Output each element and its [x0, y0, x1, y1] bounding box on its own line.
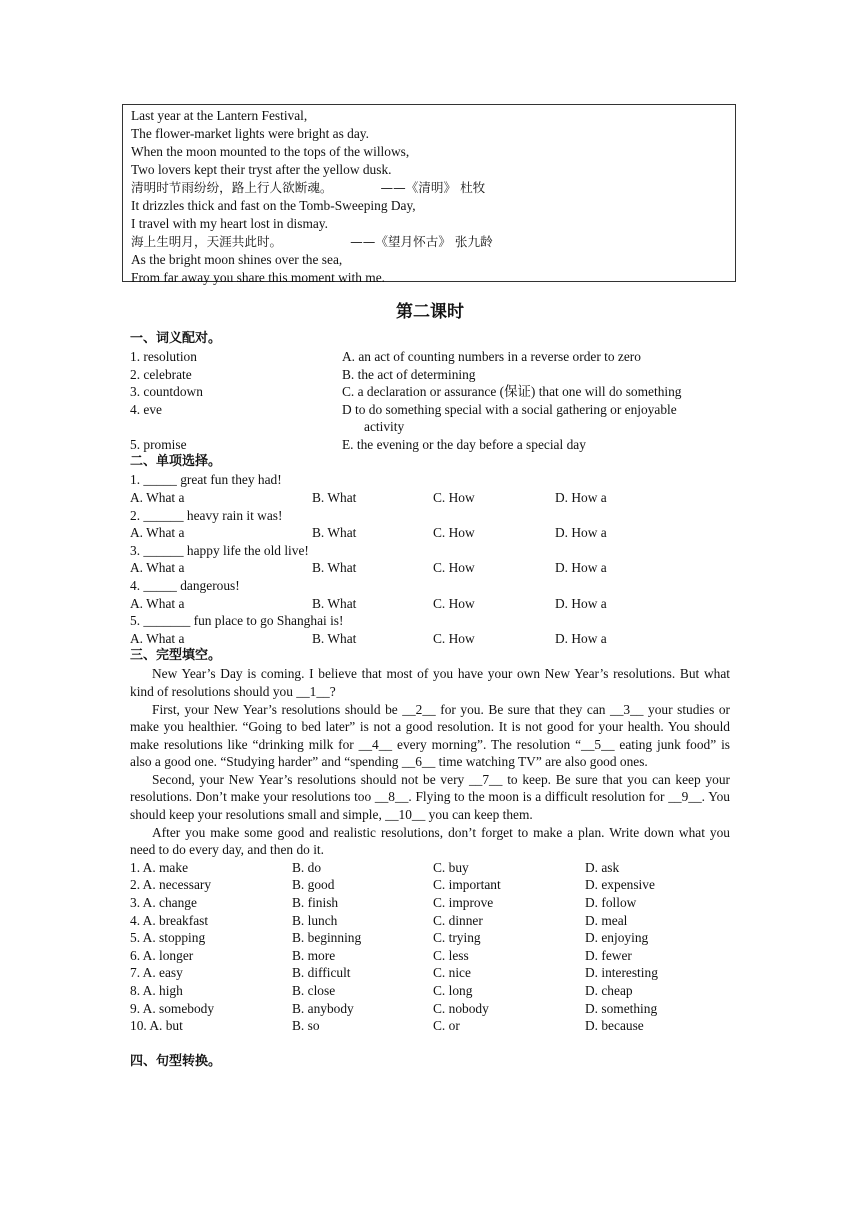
matching-row — [130, 366, 730, 384]
cloze-option-row — [130, 929, 730, 947]
option: C. dinner — [433, 912, 483, 928]
option: D. ask — [585, 859, 620, 875]
matching-row — [130, 383, 730, 401]
option: 4. A. breakfast — [130, 912, 209, 928]
option: D. follow — [585, 895, 637, 911]
poem-line — [131, 179, 735, 197]
matching-word: 5. promise — [130, 436, 187, 452]
lesson-title: 第二课时 — [396, 302, 464, 322]
cloze-options-list — [130, 859, 730, 1035]
question-options — [130, 595, 730, 613]
option: 7. A. easy — [130, 965, 183, 981]
question-options — [130, 559, 730, 577]
option: C. nobody — [433, 1000, 489, 1016]
option: 8. A. high — [130, 983, 183, 998]
cloze-option-row — [130, 964, 730, 982]
option: B. more — [292, 947, 336, 963]
option: C. important — [433, 877, 501, 893]
matching-definition: D to do something special with a social gathering or enjoyable — [342, 401, 677, 417]
section-heading-cloze: 三、完型填空。 — [130, 648, 222, 664]
option: C. trying — [433, 930, 481, 946]
poem-text: From far away you share this moment with me. — [131, 270, 385, 285]
option: D. fewer — [585, 947, 632, 963]
option: C. long — [433, 983, 473, 998]
option: B. What — [312, 560, 357, 576]
option: C. nice — [433, 965, 471, 981]
poem-line — [131, 143, 735, 161]
option: B. finish — [292, 895, 339, 911]
matching-row — [130, 348, 730, 366]
option: 9. A. somebody — [130, 1000, 215, 1016]
option: D. something — [585, 1000, 658, 1016]
section-heading-choice: 二、单项选择。 — [130, 454, 222, 470]
option: C. How — [433, 560, 475, 576]
question-options — [130, 489, 730, 507]
option: D. How a — [555, 595, 607, 611]
option: D. because — [585, 1018, 644, 1034]
poem-text: It drizzles thick and fast on the Tomb-Sweeping Day, — [131, 198, 416, 213]
matching-definition: A. an act of counting numbers in a reverse order to zero — [342, 349, 641, 364]
question-stem: 3. ______ happy life the old live! — [130, 542, 309, 558]
option: 6. A. longer — [130, 947, 194, 963]
poem-text: 清明时节雨纷纷，路上行人欲断魂。 — [131, 180, 333, 195]
option: D. How a — [555, 489, 607, 505]
option: C. How — [433, 525, 475, 541]
option: B. good — [292, 877, 335, 893]
option: B. What — [312, 630, 357, 646]
matching-word: 4. eve — [130, 401, 162, 417]
option: B. What — [312, 525, 357, 541]
cloze-option-row — [130, 1017, 730, 1035]
poem-source: ——《望月怀古》 张九龄 — [350, 234, 493, 249]
poem-source: ——《清明》 杜牧 — [380, 180, 486, 195]
option: B. anybody — [292, 1000, 354, 1016]
cloze-paragraph: Second, your New Year’s resolutions should not be very __7__ to keep. Be sure that you can keep your resolutions. Don’t make your resolutions too __8__. Flying to the moon is a difficult resolution for __9__. You should keep your resolutions small and simple, __10__ you can keep them. — [130, 771, 730, 823]
question-stem: 4. _____ dangerous! — [130, 577, 240, 593]
question-options — [130, 524, 730, 542]
cloze-option-row — [130, 1000, 730, 1018]
poem-text: Two lovers kept their tryst after the yellow dusk. — [131, 162, 392, 177]
multiple-choice-list — [130, 471, 730, 647]
option: C. improve — [433, 895, 494, 911]
option: D. enjoying — [585, 930, 649, 946]
matching-row — [130, 436, 730, 454]
option: C. or — [433, 1018, 460, 1034]
poem-line — [131, 233, 735, 251]
option: 1. A. make — [130, 859, 189, 875]
section-heading-matching: 一、词义配对。 — [130, 331, 222, 346]
poem-text: As the bright moon shines over the sea, — [131, 252, 343, 267]
poem-text: 海上生明月，天涯共此时。 — [131, 234, 283, 249]
matching-definition: E. the evening or the day before a special day — [342, 436, 586, 452]
option: 5. A. stopping — [130, 930, 206, 946]
cloze-paragraph: After you make some good and realistic resolutions, don’t forget to make a plan. Write down what you need to do every day, and then do it. — [130, 824, 730, 858]
option: 10. A. but — [130, 1018, 183, 1034]
option: A. What a — [130, 630, 185, 646]
option: B. lunch — [292, 912, 338, 928]
cloze-option-row — [130, 912, 730, 930]
option: B. so — [292, 1018, 320, 1034]
worksheet-content — [130, 330, 730, 1071]
question-stem: 5. _______ fun place to go Shanghai is! — [130, 613, 344, 629]
cloze-option-row — [130, 947, 730, 965]
poem-text: I travel with my heart lost in dismay. — [131, 216, 328, 231]
poem-line — [131, 251, 735, 269]
option: B. What — [312, 595, 357, 611]
option: A. What a — [130, 525, 185, 541]
matching-word: 1. resolution — [130, 349, 197, 364]
option: C. How — [433, 595, 475, 611]
option: A. What a — [130, 595, 185, 611]
option: 3. A. change — [130, 895, 197, 911]
matching-word: 2. celebrate — [130, 366, 192, 382]
poem-text: Last year at the Lantern Festival, — [131, 108, 308, 123]
option: C. How — [433, 630, 475, 646]
cloze-paragraph: New Year’s Day is coming. I believe that most of you have your own New Year’s resolutions. But what kind of resolutions should you __1__? — [130, 666, 730, 699]
option: 2. A. necessary — [130, 877, 212, 893]
option: D. How a — [555, 630, 607, 646]
cloze-option-row — [130, 876, 730, 894]
option: D. How a — [555, 525, 607, 541]
option: A. What a — [130, 489, 185, 505]
matching-definition: C. a declaration or assurance (保证) that one will do something — [342, 384, 682, 400]
poem-line — [131, 107, 735, 125]
option: B. difficult — [292, 965, 351, 981]
option: D. cheap — [585, 983, 633, 998]
question-stem: 1. _____ great fun they had! — [130, 472, 282, 488]
matching-row — [130, 401, 730, 436]
option: D. How a — [555, 560, 607, 576]
poem-line — [131, 269, 735, 287]
option: B. do — [292, 859, 322, 875]
option: D. expensive — [585, 877, 655, 893]
matching-word: 3. countdown — [130, 384, 203, 400]
section-heading-transform: 四、句型转换。 — [130, 1053, 222, 1069]
option: C. How — [433, 489, 475, 505]
option: B. close — [292, 983, 336, 998]
option: A. What a — [130, 560, 185, 576]
option: D. interesting — [585, 965, 658, 981]
matching-definition-continuation: activity — [364, 419, 405, 435]
question-options — [130, 630, 730, 648]
option: B. What — [312, 489, 357, 505]
option: C. less — [433, 947, 469, 963]
poem-line — [131, 215, 735, 233]
poem-box — [122, 104, 736, 285]
cloze-paragraph: First, your New Year’s resolutions should be __2__ for you. Be sure that they can __3__ your studies or make you healthier. “Going to bed later” is not a good resolution. It is not good for your health. You should make resolutions like “drinking milk for __4__ every morning”. The resolution “__5__ eating junk food” is also a good one. “Studying harder” and “spending __6__ time watching TV” are also good ones. — [130, 701, 730, 770]
option: B. beginning — [292, 930, 362, 946]
poem-text: The flower-market lights were bright as day. — [131, 126, 369, 141]
cloze-option-row — [130, 859, 730, 877]
question-stem: 2. ______ heavy rain it was! — [130, 507, 283, 523]
option: D. meal — [585, 912, 628, 928]
matching-definition: B. the act of determining — [342, 366, 476, 382]
poem-line — [131, 197, 735, 215]
option: C. buy — [433, 859, 469, 875]
poem-text: When the moon mounted to the tops of the willows, — [131, 144, 410, 159]
cloze-option-row — [130, 982, 730, 1000]
poem-line — [131, 125, 735, 143]
cloze-option-row — [130, 894, 730, 912]
poem-line — [131, 161, 735, 179]
